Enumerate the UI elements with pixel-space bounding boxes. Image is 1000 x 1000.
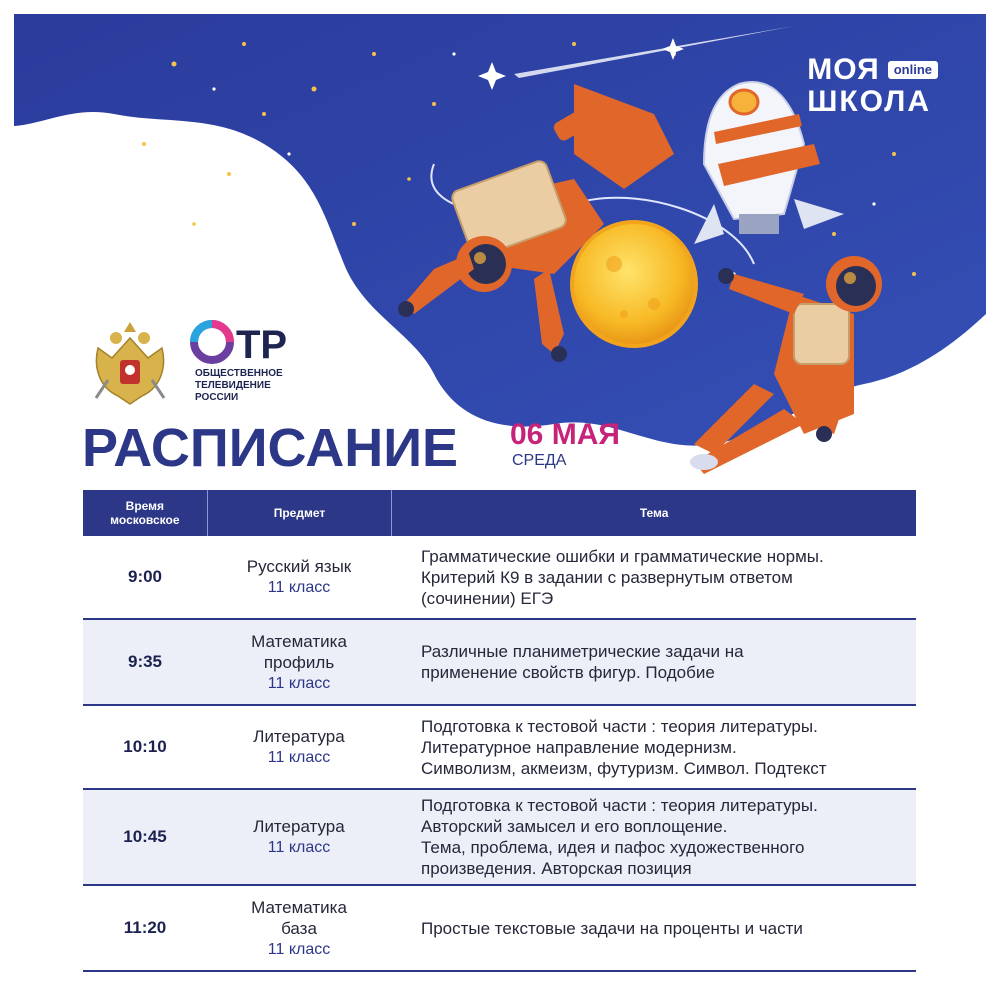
row-time: 9:00 (127, 567, 163, 586)
otr-name-line: ТЕЛЕВИДЕНИЕ (195, 380, 271, 391)
subject-level: профиль (263, 652, 335, 672)
row-subject (207, 790, 391, 884)
header-time-label: Время московское (110, 499, 180, 527)
page-title: РАСПИСАНИЕ (82, 418, 459, 478)
row-subject (207, 620, 391, 704)
otr-name-line: ОБЩЕСТВЕННОЕ (195, 368, 283, 379)
subject-grade: 11 класс (267, 749, 331, 766)
header-topic: Тема (391, 490, 916, 536)
online-badge: online (888, 61, 938, 79)
subject-grade: 11 класс (267, 940, 331, 958)
brand-word-1: МОЯ (807, 53, 880, 86)
otr-name-line: РОССИИ (195, 392, 239, 403)
subject-level: база (281, 918, 317, 938)
table-row (83, 790, 916, 886)
row-topic: Подготовка к тестовой части : теория литературы. Литературное направление модернизм. Символизм, акмеизм, футуризм. Символ. Подтекст (421, 716, 827, 778)
subject-name: Математика (251, 631, 347, 651)
table-row (83, 620, 916, 706)
header-subject: Предмет (207, 490, 392, 536)
table-row (83, 886, 916, 972)
table-row (83, 536, 916, 620)
subject-grade: 11 класс (267, 579, 331, 596)
subject-name: Литература (253, 817, 345, 836)
otr-channel-name (195, 368, 283, 404)
schedule-table (83, 490, 916, 972)
row-time: 9:35 (127, 652, 163, 671)
subject-grade: 11 класс (267, 674, 331, 692)
header-time (83, 490, 207, 536)
schedule-weekday: СРЕДА (512, 452, 567, 469)
row-subject (207, 536, 391, 618)
table-row (83, 706, 916, 790)
subject-name: Литература (253, 727, 345, 746)
otr-logo (188, 316, 298, 368)
otr-logo-text: TP (236, 323, 288, 367)
subject-name: Русский язык (246, 557, 352, 576)
row-subject (207, 886, 391, 970)
row-subject (207, 706, 391, 788)
schedule-date: 06 МАЯ (510, 418, 620, 451)
row-topic: Различные планиметрические задачи на применение свойств фигур. Подобие (421, 642, 744, 682)
moya-shkola-logo (807, 54, 938, 118)
row-time: 10:10 (123, 737, 167, 756)
subject-grade: 11 класс (267, 839, 331, 856)
row-time: 10:45 (123, 827, 167, 846)
russian-coat-of-arms-icon (88, 318, 172, 410)
row-topic: Грамматические ошибки и грамматические нормы. Критерий К9 в задании с развернутым ответом (сочинении) ЕГЭ (421, 546, 824, 608)
row-topic: Подготовка к тестовой части : теория литературы. Авторский замысел и его воплощение. Тема, проблема, идея и пафос художественного произведения. Авторская позиция (421, 796, 818, 878)
row-time: 11:20 (123, 918, 167, 937)
subject-name: Математика (251, 897, 347, 917)
table-header (83, 490, 916, 536)
brand-word-2: ШКОЛА (807, 85, 931, 118)
row-topic: Простые текстовые задачи на проценты и части (421, 918, 803, 938)
